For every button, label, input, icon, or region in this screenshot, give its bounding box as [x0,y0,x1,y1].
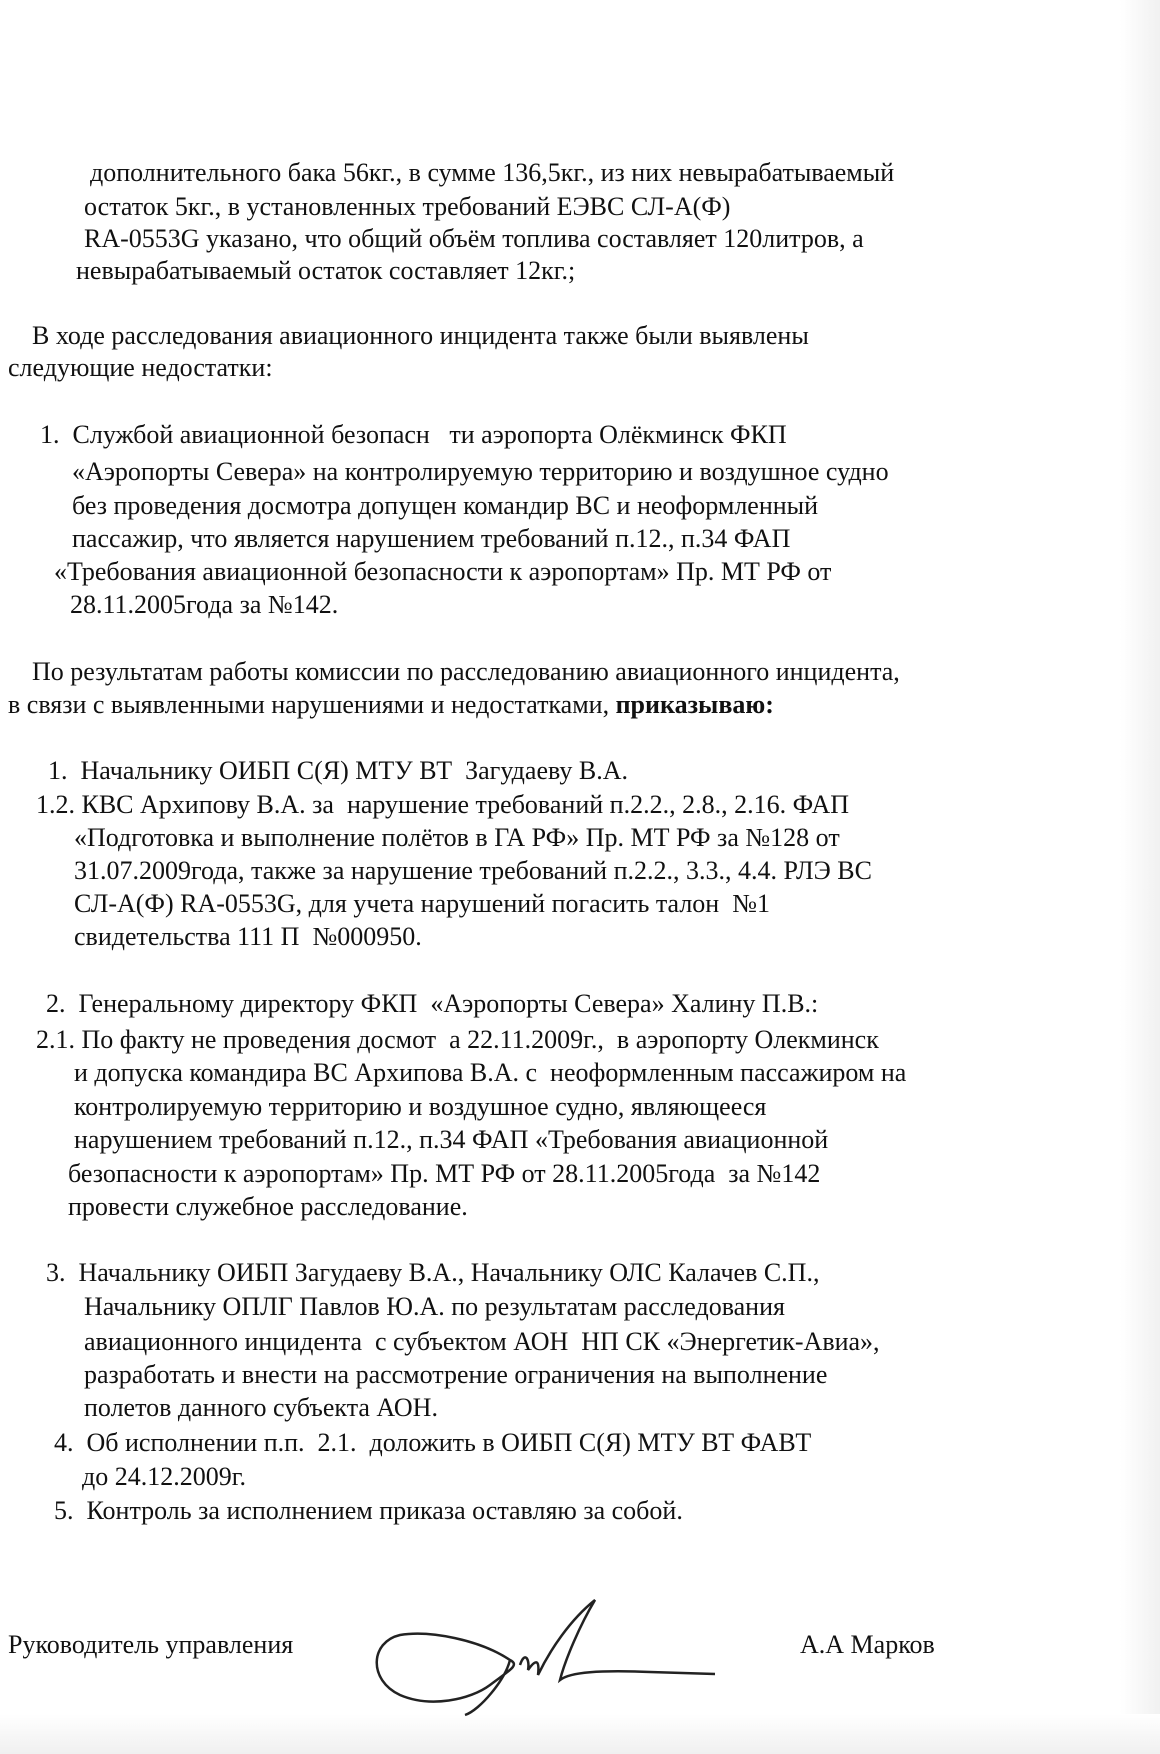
signatory-position: Руководитель управления [8,1630,294,1659]
text-line: «Требования авиационной безопасности к аэропортам» Пр. МТ РФ от [54,557,832,586]
text-line: невырабатываемый остаток составляет 12кг.; [76,256,576,285]
text-line: СЛ-А(Ф) RA-0553G, для учета нарушений погасить талон №1 [74,889,771,918]
text-line: авиационного инцидента с субъектом АОН НП СК «Энергетик-Авиа», [84,1327,880,1356]
text-line: следующие недостатки: [8,353,273,382]
text-line: и допуска командира ВС Архипова В.А. с неоформленным пассажиром на [74,1058,907,1087]
text-line: По результатам работы комиссии по расследованию авиационного инцидента, [32,657,900,686]
handwritten-signature [370,1590,720,1720]
text-line: провести служебное расследование. [68,1192,468,1221]
text-line: 31.07.2009года, также за нарушение требований п.2.2., 3.3., 4.4. РЛЭ ВС [74,856,872,885]
text-line: RA-0553G указано, что общий объём топлива составляет 120литров, а [84,224,864,253]
text-line: Начальнику ОПЛГ Павлов Ю.А. по результатам расследования [84,1292,785,1321]
text-line: 1.2. КВС Архипову В.А. за нарушение требований п.2.2., 2.8., 2.16. ФАП [36,790,850,819]
text-line: 3. Начальнику ОИБП Загудаеву В.А., Начальнику ОЛС Калачев С.П., [46,1258,820,1287]
text-line: 4. Об исполнении п.п. 2.1. доложить в ОИБП С(Я) МТУ ВТ ФАВТ [54,1428,812,1457]
text-line: пассажир, что является нарушением требований п.12., п.34 ФАП [72,524,791,553]
order-keyword: приказываю: [615,690,774,719]
text-line: безопасности к аэропортам» Пр. МТ РФ от 28.11.2005года за №142 [68,1159,821,1188]
text-line: 1. Начальнику ОИБП С(Я) МТУ ВТ Загудаеву В.А. [48,756,628,785]
text-line: В ходе расследования авиационного инцидента также были выявлены [32,321,809,350]
text-line: полетов данного субъекта АОН. [84,1393,438,1422]
text-line: 2.1. По факту не проведения досмот а 22.11.2009г., в аэропорту Олекминск [36,1025,879,1054]
text-line: 1. Службой авиационной безопасн ти аэропорта Олёкминск ФКП [40,420,787,449]
text-line: разработать и внести на рассмотрение ограничения на выполнение [84,1360,828,1389]
scan-edge-shadow [1120,0,1160,1754]
text-line: до 24.12.2009г. [82,1462,246,1491]
order-5: 5. Контроль за исполнением приказа оставляю за собой. [54,1496,683,1525]
text-span: в связи с выявленными нарушениями и недостатками, [8,690,616,719]
scan-bottom-shadow [0,1714,1160,1754]
text-line: остаток 5кг., в установленных требований ЕЭВС СЛ-А(Ф) [84,192,731,221]
signatory-name: А.А Марков [800,1630,935,1659]
text-line: «Аэропорты Севера» на контролируемую территорию и воздушное судно [72,457,889,486]
text-line: нарушением требований п.12., п.34 ФАП «Требования авиационной [74,1125,829,1154]
text-line: свидетельства 111 П №000950. [74,922,422,951]
text-line: «Подготовка и выполнение полётов в ГА РФ» Пр. МТ РФ за №128 от [74,823,840,852]
text-line: дополнительного бака 56кг., в сумме 136,5кг., из них невырабатываемый [90,158,895,187]
text-line: 28.11.2005года за №142. [70,590,339,619]
text-line: контролируемую территорию и воздушное судно, являющееся [74,1092,767,1121]
text-line: 2. Генеральному директору ФКП «Аэропорты Севера» Халину П.В.: [46,989,819,1018]
text-line: без проведения досмотра допущен командир ВС и неоформленный [72,491,819,520]
text-line [8,690,774,720]
